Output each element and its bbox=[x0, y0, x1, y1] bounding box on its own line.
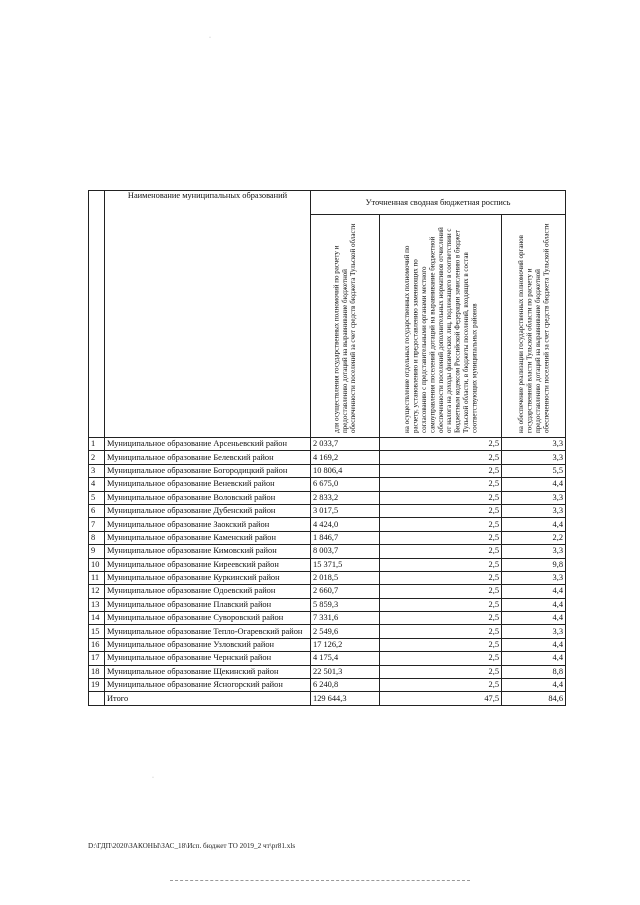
scan-dot: · bbox=[152, 775, 154, 781]
row-value-b: 2,5 bbox=[380, 625, 502, 638]
row-number: 13 bbox=[89, 598, 105, 611]
row-value-a: 2 660,7 bbox=[311, 585, 380, 598]
row-value-c: 8,8 bbox=[502, 665, 566, 678]
row-number: 15 bbox=[89, 625, 105, 638]
row-value-a: 4 169,2 bbox=[311, 451, 380, 464]
total-label: Итого bbox=[105, 692, 311, 705]
row-number: 1 bbox=[89, 438, 105, 451]
row-number: 19 bbox=[89, 679, 105, 692]
bottom-dotted-line bbox=[170, 880, 470, 881]
row-value-b: 2,5 bbox=[380, 665, 502, 678]
row-municipality-name: Муниципальное образование Белевский район bbox=[105, 451, 311, 464]
row-municipality-name: Муниципальное образование Тепло-Огаревский район bbox=[105, 625, 311, 638]
row-value-a: 3 017,5 bbox=[311, 504, 380, 517]
row-value-b: 2,5 bbox=[380, 438, 502, 451]
file-path-footer: D:\ГДП\2020\ЗАКОНЫ\ЗАС_18\Исп. бюджет ТО 2019_2 чт\pr81.xls bbox=[88, 842, 296, 850]
header-number-cell bbox=[89, 191, 105, 438]
row-number: 7 bbox=[89, 518, 105, 531]
row-number: 3 bbox=[89, 464, 105, 477]
header-column-c bbox=[502, 215, 566, 438]
row-municipality-name: Муниципальное образование Воловский район bbox=[105, 491, 311, 504]
row-value-a: 1 846,7 bbox=[311, 531, 380, 544]
row-number: 6 bbox=[89, 504, 105, 517]
table-row bbox=[89, 652, 566, 665]
row-number: 2 bbox=[89, 451, 105, 464]
table-row bbox=[89, 571, 566, 584]
row-number: 10 bbox=[89, 558, 105, 571]
table-row bbox=[89, 585, 566, 598]
row-value-a: 10 806,4 bbox=[311, 464, 380, 477]
row-value-a: 2 833,2 bbox=[311, 491, 380, 504]
row-number: 16 bbox=[89, 638, 105, 651]
header-column-a bbox=[311, 215, 380, 438]
row-municipality-name: Муниципальное образование Киреевский район bbox=[105, 558, 311, 571]
row-value-c: 4,4 bbox=[502, 598, 566, 611]
row-municipality-name: Муниципальное образование Чернский район bbox=[105, 652, 311, 665]
row-value-a: 5 859,3 bbox=[311, 598, 380, 611]
row-value-a: 7 331,6 bbox=[311, 612, 380, 625]
row-number: 11 bbox=[89, 571, 105, 584]
row-value-a: 22 501,3 bbox=[311, 665, 380, 678]
header-municipality-name: Наименование муниципальных образований bbox=[105, 191, 311, 438]
table-row bbox=[89, 625, 566, 638]
row-value-b: 2,5 bbox=[380, 464, 502, 477]
header-column-b-text: на осуществление отдельных государственных полномочий по расчету, установлению и предоставлению заменяющих по согласованию с представительными органами местного самоуправления поселений дотаций на выравнивание бюджетной обеспеченности поселений дополнительных нормативов отчислений от налога на доходы физических лиц, подлежащего в соответствии с Бюджетным кодексом Российской Федерации зачислению в бюджет Тульской области, в бюджеты поселений, входящих в состав соответствующих муниципальных районов bbox=[402, 227, 478, 433]
row-value-c: 4,4 bbox=[502, 679, 566, 692]
row-value-c: 9,8 bbox=[502, 558, 566, 571]
header-column-c-text: на обеспечение реализации государственных полномочий органов государственной власти Тульской области по расчету и предоставлению дотаций на выравнивание бюджетной обеспеченности поселений за счет средств бюджета Тульской области bbox=[516, 223, 550, 433]
row-value-a: 17 126,2 bbox=[311, 638, 380, 651]
row-value-c: 4,4 bbox=[502, 478, 566, 491]
row-municipality-name: Муниципальное образование Веневский район bbox=[105, 478, 311, 491]
row-value-b: 2,5 bbox=[380, 504, 502, 517]
row-value-c: 3,3 bbox=[502, 491, 566, 504]
row-value-a: 2 033,7 bbox=[311, 438, 380, 451]
row-value-b: 2,5 bbox=[380, 478, 502, 491]
table-row bbox=[89, 679, 566, 692]
row-value-b: 2,5 bbox=[380, 558, 502, 571]
row-value-a: 6 240,8 bbox=[311, 679, 380, 692]
row-municipality-name: Муниципальное образование Богородицкий район bbox=[105, 464, 311, 477]
row-municipality-name: Муниципальное образование Арсеньевский район bbox=[105, 438, 311, 451]
table-row bbox=[89, 558, 566, 571]
row-value-b: 2,5 bbox=[380, 612, 502, 625]
table-row bbox=[89, 451, 566, 464]
table-row bbox=[89, 612, 566, 625]
table-row bbox=[89, 518, 566, 531]
row-value-a: 15 371,5 bbox=[311, 558, 380, 571]
table-row bbox=[89, 598, 566, 611]
row-number: 18 bbox=[89, 665, 105, 678]
table-row bbox=[89, 491, 566, 504]
row-value-c: 5,5 bbox=[502, 464, 566, 477]
table-row bbox=[89, 438, 566, 451]
row-municipality-name: Муниципальное образование Каменский район bbox=[105, 531, 311, 544]
row-municipality-name: Муниципальное образование Щекинский район bbox=[105, 665, 311, 678]
row-municipality-name: Муниципальное образование Узловский район bbox=[105, 638, 311, 651]
row-value-b: 2,5 bbox=[380, 652, 502, 665]
row-number: 17 bbox=[89, 652, 105, 665]
row-value-c: 3,3 bbox=[502, 438, 566, 451]
total-number-cell bbox=[89, 692, 105, 705]
row-value-b: 2,5 bbox=[380, 679, 502, 692]
row-value-b: 2,5 bbox=[380, 585, 502, 598]
row-number: 12 bbox=[89, 585, 105, 598]
table-row bbox=[89, 531, 566, 544]
table-row bbox=[89, 545, 566, 558]
table-body bbox=[89, 438, 566, 692]
row-value-a: 6 675,0 bbox=[311, 478, 380, 491]
row-value-c: 3,3 bbox=[502, 545, 566, 558]
total-value-a: 129 644,3 bbox=[311, 692, 380, 705]
row-value-b: 2,5 bbox=[380, 571, 502, 584]
row-municipality-name: Муниципальное образование Одоевский район bbox=[105, 585, 311, 598]
row-municipality-name: Муниципальное образование Куркинский район bbox=[105, 571, 311, 584]
row-value-c: 2,2 bbox=[502, 531, 566, 544]
table-row bbox=[89, 504, 566, 517]
table-row bbox=[89, 638, 566, 651]
row-value-a: 4 424,0 bbox=[311, 518, 380, 531]
scan-dot: · bbox=[209, 35, 211, 41]
row-value-c: 3,3 bbox=[502, 625, 566, 638]
total-value-c: 84,6 bbox=[502, 692, 566, 705]
row-value-a: 4 175,4 bbox=[311, 652, 380, 665]
total-value-b: 47,5 bbox=[380, 692, 502, 705]
row-value-b: 2,5 bbox=[380, 491, 502, 504]
row-value-b: 2,5 bbox=[380, 451, 502, 464]
total-row bbox=[89, 692, 566, 705]
row-value-c: 4,4 bbox=[502, 652, 566, 665]
row-number: 5 bbox=[89, 491, 105, 504]
row-value-b: 2,5 bbox=[380, 598, 502, 611]
row-number: 14 bbox=[89, 612, 105, 625]
row-value-a: 2 018,5 bbox=[311, 571, 380, 584]
row-municipality-name: Муниципальное образование Ясногорский район bbox=[105, 679, 311, 692]
row-value-c: 4,4 bbox=[502, 612, 566, 625]
row-value-a: 2 549,6 bbox=[311, 625, 380, 638]
table-row bbox=[89, 478, 566, 491]
row-number: 8 bbox=[89, 531, 105, 544]
row-municipality-name: Муниципальное образование Плавский район bbox=[105, 598, 311, 611]
table-row bbox=[89, 665, 566, 678]
row-municipality-name: Муниципальное образование Суворовский район bbox=[105, 612, 311, 625]
row-value-c: 3,3 bbox=[502, 571, 566, 584]
row-value-c: 4,4 bbox=[502, 638, 566, 651]
row-number: 4 bbox=[89, 478, 105, 491]
row-value-c: 3,3 bbox=[502, 451, 566, 464]
row-value-c: 4,4 bbox=[502, 518, 566, 531]
header-column-b bbox=[380, 215, 502, 438]
row-value-c: 3,3 bbox=[502, 504, 566, 517]
row-value-b: 2,5 bbox=[380, 638, 502, 651]
row-value-c: 4,4 bbox=[502, 585, 566, 598]
header-budget-schedule: Уточненная сводная бюджетная роспись bbox=[311, 191, 566, 215]
budget-table bbox=[88, 190, 566, 706]
row-municipality-name: Муниципальное образование Дубенский район bbox=[105, 504, 311, 517]
row-value-b: 2,5 bbox=[380, 518, 502, 531]
row-value-b: 2,5 bbox=[380, 545, 502, 558]
table-row bbox=[89, 464, 566, 477]
row-value-b: 2,5 bbox=[380, 531, 502, 544]
header-column-a-text: для осуществления государственных полномочий по расчету и предоставлению дотаций на выравнивание бюджетной обеспеченности поселений за счет средств бюджета Тульской области bbox=[332, 223, 358, 433]
row-value-a: 8 003,7 bbox=[311, 545, 380, 558]
row-municipality-name: Муниципальное образование Кимовский район bbox=[105, 545, 311, 558]
row-number: 9 bbox=[89, 545, 105, 558]
row-municipality-name: Муниципальное образование Заокский район bbox=[105, 518, 311, 531]
